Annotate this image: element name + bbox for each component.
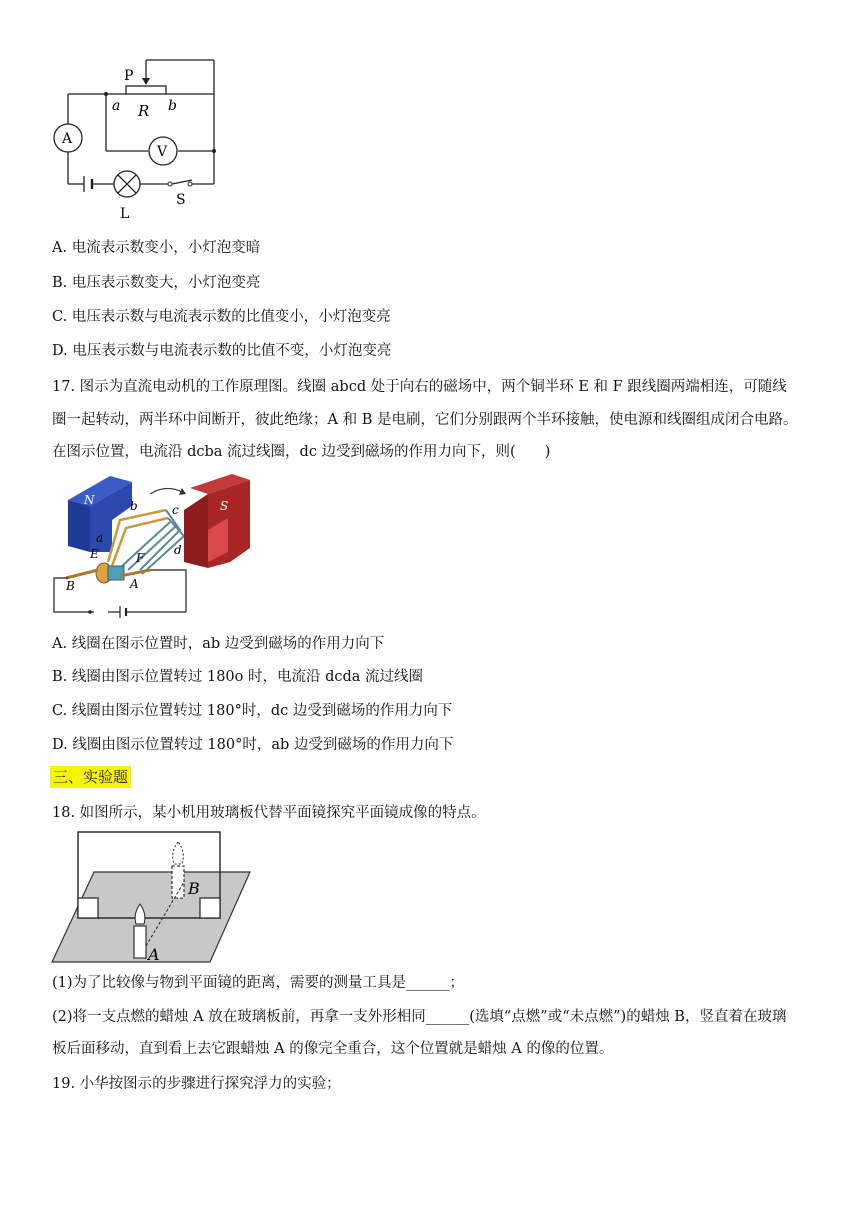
label-P: P xyxy=(124,68,134,84)
motor-label-N: N xyxy=(84,493,95,507)
q17-option-c: C. 线圈由图示位置转过 180°时，dc 边受到磁场的作用力向下 xyxy=(52,703,453,719)
q17-stem-line2: 圈一起转动，两半环中间断开，彼此绝缘；A 和 B 是电刷，它们分别跟两个半环接触，使电源和线圈组成闭合电路。 xyxy=(52,412,798,428)
q17-option-b: B. 线圈由图示位置转过 180o 时，电流沿 dcda 流过线圈 xyxy=(52,669,424,685)
q16-option-b: B. 电压表示数变大，小灯泡变亮 xyxy=(52,275,261,291)
label-candle-A: A xyxy=(148,945,160,964)
motor-label-E: E xyxy=(90,547,99,561)
q18-stem: 18. 如图所示，某小机用玻璃板代替平面镜探究平面镜成像的特点。 xyxy=(52,805,486,821)
section-heading: 三、实验题 xyxy=(50,766,131,788)
q16-option-a: A. 电流表示数变小，小灯泡变暗 xyxy=(52,240,261,256)
motor-label-c: c xyxy=(172,503,179,517)
label-b: b xyxy=(168,98,177,114)
label-R: R xyxy=(138,102,150,120)
label-S: S xyxy=(176,192,186,208)
motor-diagram xyxy=(50,470,190,620)
label-candle-B: B xyxy=(188,879,200,898)
label-V-meter: V xyxy=(157,144,168,160)
q17-option-a: A. 线圈在图示位置时，ab 边受到磁场的作用力向下 xyxy=(52,636,385,652)
motor-label-b: b xyxy=(130,499,138,513)
q17-stem-line3: 在图示位置，电流沿 dcba 流过线圈，dc 边受到磁场的作用力向下，则( ) xyxy=(52,444,551,460)
q18-sub2-line1: (2)将一支点燃的蜡烛 A 放在玻璃板前，再拿一支外形相同______(选填“点燃”或“未点燃”)的蜡烛 B，竖直着在玻璃 xyxy=(52,1009,787,1025)
mirror-experiment-diagram xyxy=(50,828,256,966)
q17-option-d: D. 线圈由图示位置转过 180°时，ab 边受到磁场的作用力向下 xyxy=(52,737,454,753)
motor-label-B: B xyxy=(66,579,75,593)
label-a: a xyxy=(112,98,121,114)
q16-option-d: D. 电压表示数与电流表示数的比值不变，小灯泡变亮 xyxy=(52,343,392,359)
q18-sub1: (1)为了比较像与物到平面镜的距离，需要的测量工具是______； xyxy=(52,975,465,991)
q19-stem: 19. 小华按图示的步骤进行探究浮力的实验； xyxy=(52,1076,341,1092)
motor-label-A: A xyxy=(130,577,139,591)
motor-label-a: a xyxy=(96,531,104,545)
s-magnet xyxy=(176,470,256,574)
label-A-meter: A xyxy=(62,131,73,147)
motor-label-d: d xyxy=(174,543,182,557)
q16-option-c: C. 电压表示数与电流表示数的比值变小，小灯泡变亮 xyxy=(52,309,391,325)
q17-stem-line1: 17. 图示为直流电动机的工作原理图。线圈 abcd 处于向右的磁场中，两个铜半环 E 和 F 跟线圈两端相连，可随线 xyxy=(52,379,787,395)
circuit-diagram xyxy=(48,56,228,226)
q18-sub2-line2: 板后面移动，直到看上去它跟蜡烛 A 的像完全重合，这个位置就是蜡烛 A 的像的位置。 xyxy=(52,1041,614,1057)
motor-label-F: F xyxy=(136,551,145,565)
label-L: L xyxy=(120,206,130,222)
motor-label-S: S xyxy=(220,499,229,513)
